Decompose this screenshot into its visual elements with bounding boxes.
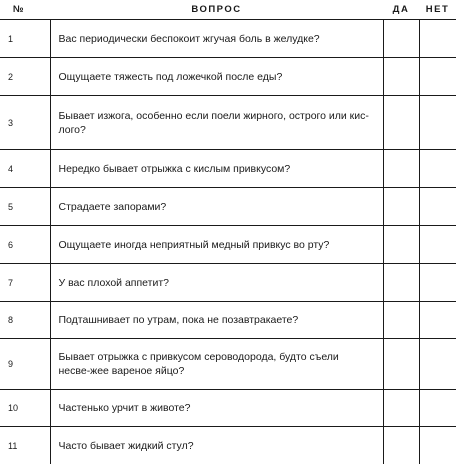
answer-yes-cell[interactable]	[383, 390, 419, 427]
row-number: 3	[0, 96, 50, 150]
answer-yes-cell[interactable]	[383, 226, 419, 264]
row-number: 7	[0, 264, 50, 302]
answer-yes-cell[interactable]	[383, 302, 419, 339]
header-number: №	[0, 0, 50, 20]
question-text: Частенько урчит в животе?	[50, 390, 383, 427]
question-text: Часто бывает жидкий стул?	[50, 427, 383, 464]
row-number: 9	[0, 339, 50, 390]
header-no: НЕТ	[419, 0, 456, 20]
table-row	[0, 302, 456, 339]
question-text: Вас периодически беспокоит жгучая боль в желудке?	[50, 20, 383, 58]
answer-no-cell[interactable]	[419, 339, 456, 390]
answer-no-cell[interactable]	[419, 427, 456, 464]
question-text: Нередко бывает отрыжка с кислым привкусом?	[50, 150, 383, 188]
row-number: 1	[0, 20, 50, 58]
answer-no-cell[interactable]	[419, 20, 456, 58]
question-text: Бывает отрыжка с привкусом сероводорода, будто съели несве-жее вареное яйцо?	[50, 339, 383, 390]
answer-no-cell[interactable]	[419, 302, 456, 339]
header-yes: ДА	[383, 0, 419, 20]
row-number: 4	[0, 150, 50, 188]
answer-yes-cell[interactable]	[383, 58, 419, 96]
table-row	[0, 427, 456, 464]
row-number: 6	[0, 226, 50, 264]
row-number: 11	[0, 427, 50, 464]
answer-yes-cell[interactable]	[383, 188, 419, 226]
table-header-row	[0, 0, 456, 20]
answer-yes-cell[interactable]	[383, 150, 419, 188]
question-text: У вас плохой аппетит?	[50, 264, 383, 302]
table-row	[0, 96, 456, 150]
answer-no-cell[interactable]	[419, 150, 456, 188]
answer-yes-cell[interactable]	[383, 96, 419, 150]
row-number: 10	[0, 390, 50, 427]
row-number: 2	[0, 58, 50, 96]
question-text: Бывает изжога, особенно если поели жирного, острого или кис-лого?	[50, 96, 383, 150]
answer-no-cell[interactable]	[419, 226, 456, 264]
row-number: 8	[0, 302, 50, 339]
question-text: Страдаете запорами?	[50, 188, 383, 226]
table-row	[0, 264, 456, 302]
question-text: Подташнивает по утрам, пока не позавтракаете?	[50, 302, 383, 339]
table-row	[0, 150, 456, 188]
answer-no-cell[interactable]	[419, 58, 456, 96]
answer-yes-cell[interactable]	[383, 264, 419, 302]
answer-no-cell[interactable]	[419, 264, 456, 302]
table-row	[0, 226, 456, 264]
answer-no-cell[interactable]	[419, 96, 456, 150]
row-number: 5	[0, 188, 50, 226]
answer-no-cell[interactable]	[419, 390, 456, 427]
table-row	[0, 58, 456, 96]
table-row	[0, 339, 456, 390]
table-row	[0, 188, 456, 226]
answer-yes-cell[interactable]	[383, 20, 419, 58]
question-text: Ощущаете иногда неприятный медный привкус во рту?	[50, 226, 383, 264]
answer-yes-cell[interactable]	[383, 339, 419, 390]
question-text: Ощущаете тяжесть под ложечкой после еды?	[50, 58, 383, 96]
table-row	[0, 390, 456, 427]
answer-yes-cell[interactable]	[383, 427, 419, 464]
answer-no-cell[interactable]	[419, 188, 456, 226]
header-question: ВОПРОС	[50, 0, 383, 20]
table-row	[0, 20, 456, 58]
